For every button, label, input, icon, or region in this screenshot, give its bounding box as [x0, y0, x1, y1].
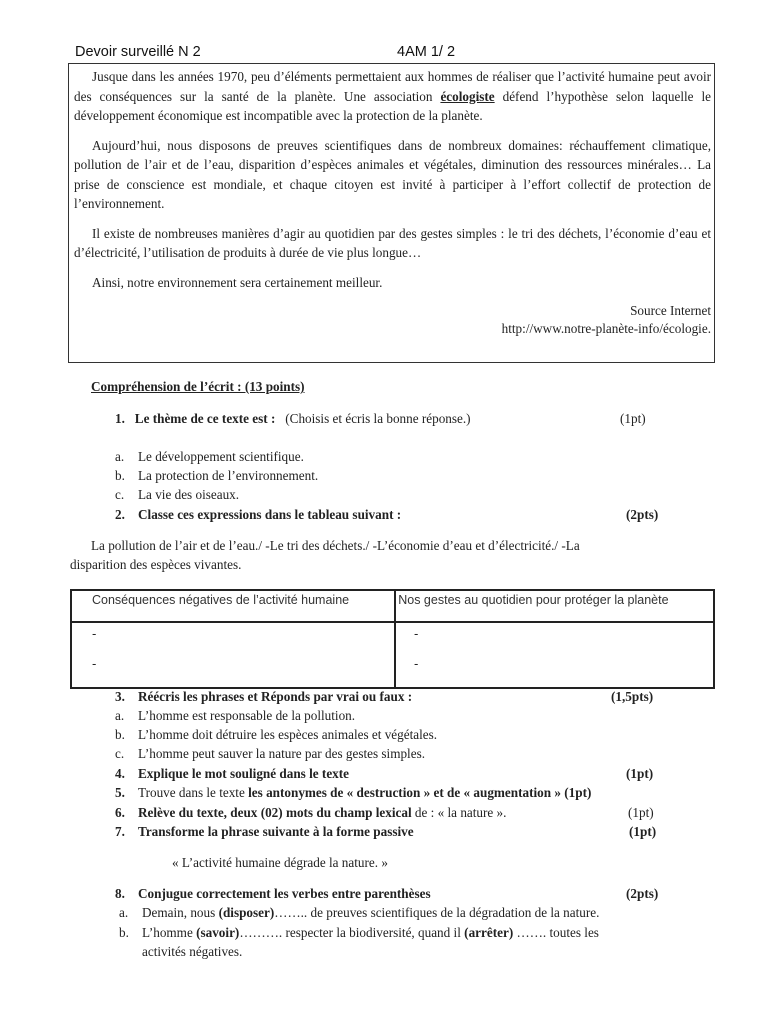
passive-sentence: « L’activité humaine dégrade la nature. »	[172, 855, 388, 870]
source-url: http://www.notre-planète-info/écologie.	[501, 321, 711, 336]
paragraph-4: Ainsi, notre environnement sera certainement meilleur.	[92, 274, 383, 290]
question-8-points: (2pts)	[626, 886, 659, 901]
q1-option-c: c. La vie des oiseaux.	[115, 487, 240, 502]
table-header-gestures: Nos gestes au quotidien pour protéger la planète	[395, 590, 714, 622]
question-8: 8. Conjugue correctement les verbes entre parenthèses	[115, 886, 431, 901]
question-7: 7. Transforme la phrase suivante à la forme passive	[115, 824, 414, 839]
question-4: 4. Explique le mot souligné dans le texte	[115, 766, 350, 781]
q3-statement-a: a. L’homme est responsable de la pollution.	[115, 708, 356, 723]
question-4-points: (1pt)	[626, 766, 654, 781]
question-5: 5. Trouve dans le texte les antonymes de « destruction » et de « augmentation » (1pt)	[115, 785, 592, 800]
q3-statement-b: b. L’homme doit détruire les espèces animales et végétales.	[115, 727, 438, 742]
q3-statement-c: c. L’homme peut sauver la nature par des gestes simples.	[115, 746, 425, 761]
paragraph-1: Jusque dans les années 1970, peu d’éléments permettaient aux hommes de réaliser que l’activité humaine peut avoir des conséquences sur la santé de la planète. Une association écologiste défend l’hypothèse selon laquelle le développement économique est incompatible avec la protection de la planète.	[74, 69, 711, 123]
table-dash: -	[92, 656, 97, 671]
paragraph-2: Aujourd’hui, nous disposons de preuves scientifiques dans de nombreux domaines: réchauffement climatique, pollution de l’air et de l’eau, disparition d’espèces animales et végétales, diminution des ressources minérales… La prise de conscience est mondiale, et chaque citoyen est invité à participer à l’effort collectif de protection de l’environnement.	[74, 137, 711, 211]
q1-option-b: b. La protection de l’environnement.	[115, 468, 319, 483]
question-7-points: (1pt)	[629, 824, 657, 839]
reading-text-box	[68, 63, 715, 363]
class-page-label: 4AM 1/ 2	[397, 44, 456, 60]
question-2-points: (2pts)	[626, 507, 659, 522]
q8-item-b: b. L’homme (savoir)………. respecter la biodiversité, quand il (arrêter) ……. toutes les	[119, 925, 599, 940]
q2-expressions-line-2: disparition des espèces vivantes.	[70, 557, 242, 572]
question-6: 6. Relève du texte, deux (02) mots du champ lexical de : « la nature ».	[115, 805, 507, 820]
q8-item-a: a. Demain, nous (disposer)…….. de preuves scientifiques de la dégradation de la nature.	[119, 905, 600, 920]
section-title: Compréhension de l’écrit : (13 points)	[91, 379, 305, 394]
question-1: 1. Le thème de ce texte est : (Choisis et écris la bonne réponse.)	[115, 411, 471, 426]
table-cell-consequences[interactable]	[71, 622, 395, 688]
table-header-consequences: Conséquences négatives de l’activité humaine	[71, 590, 395, 622]
q2-expressions-line-1: La pollution de l’air et de l’eau./ -Le tri des déchets./ -L’économie d’eau et d’électricité./ -La	[91, 538, 580, 553]
table-dash: -	[414, 656, 419, 671]
table-dash: -	[92, 626, 97, 641]
question-1-points: (1pt)	[620, 411, 646, 426]
table-cell-gestures[interactable]	[395, 622, 714, 688]
table-dash: -	[414, 626, 419, 641]
q8-item-b-continued: activités négatives.	[142, 944, 243, 959]
question-3: 3. Réécris les phrases et Réponds par vrai ou faux :	[115, 689, 413, 704]
source-label: Source Internet	[630, 303, 711, 318]
q1-option-a: a. Le développement scientifique.	[115, 449, 304, 464]
underlined-word: écologiste	[440, 88, 495, 104]
classification-table	[70, 589, 715, 689]
question-2: 2. Classe ces expressions dans le tableau suivant :	[115, 507, 402, 522]
question-6-points: (1pt)	[628, 805, 654, 820]
question-3-points: (1,5pts)	[611, 689, 654, 704]
paragraph-3: Il existe de nombreuses manières d’agir au quotidien par des gestes simples : le tri des déchets, l’économie d’eau et d’électricité, l’utilisation de produits à durée de vie plus longue…	[74, 225, 711, 260]
exam-title: Devoir surveillé N 2	[75, 44, 201, 60]
